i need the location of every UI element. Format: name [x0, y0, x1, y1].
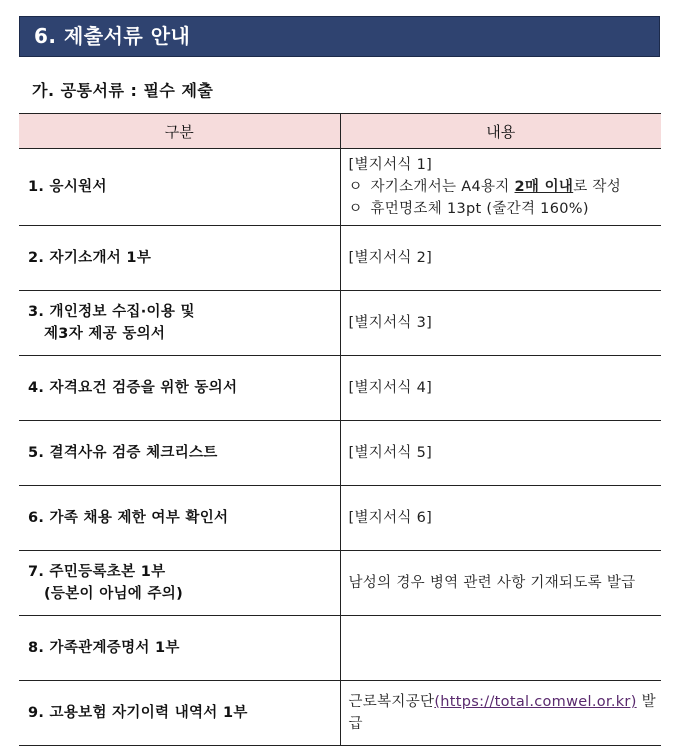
row-name: 6. 가족 채용 제한 여부 확인서 — [19, 486, 340, 551]
form-ref: [별지서식 1] — [348, 157, 433, 173]
table-row — [19, 551, 661, 616]
bullet-text: 휴먼명조체 13pt (줄간격 160%) — [370, 201, 589, 217]
row-content: [별지서식 4] — [340, 356, 661, 421]
row-name: 2. 자기소개서 1부 — [19, 226, 340, 291]
bullet-text-end: 로 작성 — [573, 179, 622, 195]
bullet-line — [349, 198, 661, 220]
table-header-row — [19, 114, 661, 149]
table-row — [19, 149, 661, 226]
bullet-line — [349, 176, 661, 198]
row-name — [19, 291, 340, 356]
header-content: 내용 — [340, 114, 661, 149]
row-name-line1: 7. 주민등록초본 1부 — [28, 564, 166, 580]
section-title: 6. 제출서류 안내 — [34, 24, 191, 48]
table-row — [19, 681, 661, 746]
row-content: [별지서식 3] — [340, 291, 661, 356]
row-name: 4. 자격요건 검증을 위한 동의서 — [19, 356, 340, 421]
row-name — [19, 551, 340, 616]
row-content: [별지서식 5] — [340, 421, 661, 486]
bullet-text: 자기소개서는 A4용지 — [370, 179, 515, 195]
emphasis-text: 2매 이내 — [514, 179, 574, 195]
table-row — [19, 356, 661, 421]
issuer-link[interactable]: (https://total.comwel.or.kr) — [434, 694, 637, 710]
table-row — [19, 421, 661, 486]
subtitle: 가. 공통서류 : 필수 제출 — [32, 81, 214, 100]
issuer-name: 근로복지공단 — [348, 694, 435, 710]
row-name-line2: (등본이 아님에 주의) — [44, 586, 184, 602]
section-title-bar — [19, 16, 660, 57]
table-row — [19, 486, 661, 551]
row-name: 9. 고용보험 자기이력 내역서 1부 — [19, 681, 340, 746]
bullet-icon: ㅇ — [348, 179, 363, 195]
row-content — [340, 616, 661, 681]
row-name-line2: 제3자 제공 동의서 — [44, 326, 166, 342]
header-category: 구분 — [19, 114, 340, 149]
row-name-line1: 3. 개인정보 수집·이용 및 — [28, 304, 195, 320]
table-row — [19, 291, 661, 356]
table-row — [19, 226, 661, 291]
row-content: [별지서식 2] — [340, 226, 661, 291]
row-content — [340, 149, 661, 226]
row-name: 8. 가족관계증명서 1부 — [19, 616, 340, 681]
row-name: 1. 응시원서 — [19, 149, 340, 226]
row-content: 남성의 경우 병역 관련 사항 기재되도록 발급 — [340, 551, 661, 616]
bullet-icon: ㅇ — [348, 201, 363, 217]
table-row — [19, 616, 661, 681]
row-content: [별지서식 6] — [340, 486, 661, 551]
row-name: 5. 결격사유 검증 체크리스트 — [19, 421, 340, 486]
documents-table — [19, 113, 661, 746]
issuer-suffix: 발급 — [348, 694, 656, 732]
row-content — [340, 681, 661, 746]
